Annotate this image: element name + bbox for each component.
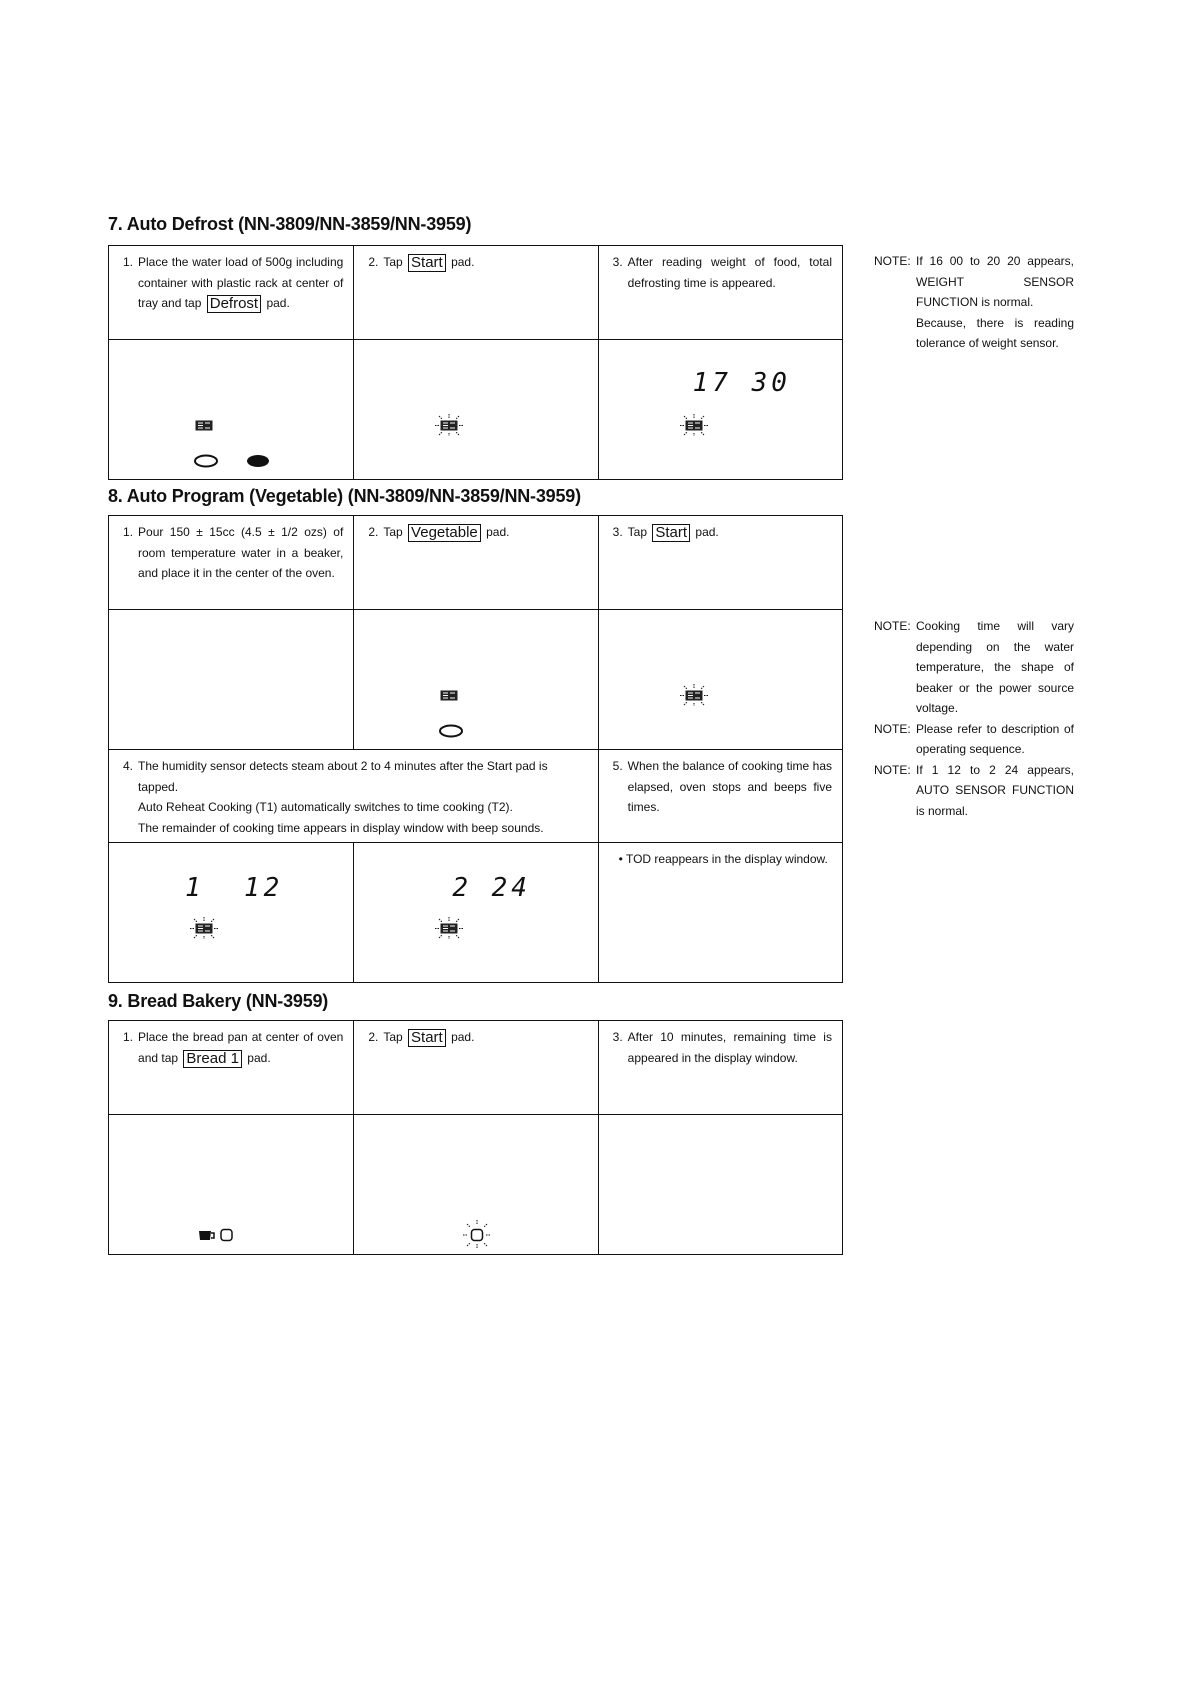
step-text: Place the bread pan at center of oven and tap Bread 1 pad. [138, 1030, 344, 1067]
blinking-weight-indicator-icon [189, 917, 219, 939]
instruction-row [109, 246, 842, 339]
time-readout: 17 30 [692, 368, 791, 398]
display-cell [598, 610, 842, 749]
display-cell [109, 340, 353, 479]
section-heading-auto-program: 8. Auto Program (Vegetable) (NN-3809/NN-3859/NN-3959) [108, 486, 581, 506]
defrost-pad-label: Defrost [207, 295, 261, 313]
display-cell [598, 340, 842, 479]
display-row [109, 1114, 842, 1254]
display-row [109, 339, 842, 479]
display-cell [109, 1115, 353, 1254]
step-text: After reading weight of food, total defrosting time is appeared. [627, 255, 832, 290]
bread-bakery-table [108, 1020, 843, 1255]
weight-indicator-icon [440, 690, 458, 701]
step-cell: 5. When the balance of cooking time has elapsed, oven stops and beeps five times. [598, 750, 842, 842]
note-item: NOTE: If 1 12 to 2 24 appears, AUTO SENSOR FUNCTION is normal. [874, 762, 1074, 818]
step-text: When the balance of cooking time has elapsed, oven stops and beeps five times. [627, 759, 832, 814]
step-cell: 4. The humidity sensor detects steam about 2 to 4 minutes after the Start pad is tapped. Auto Reheat Cooking (T1) automatically switches to time cooking (T2). The remainder of cooking time appears in display window with beep sounds. [109, 750, 598, 842]
tod-note: • TOD reappears in the display window. [618, 852, 828, 866]
blinking-bread-indicator-icon [460, 1219, 494, 1249]
step-cell: 3. Tap Start pad. [598, 516, 842, 609]
step-cell: 2. Tap Vegetable pad. [353, 516, 597, 609]
time-readout: 1 12 [185, 873, 284, 903]
auto-defrost-table [108, 245, 843, 480]
open-circle-icon [438, 724, 464, 738]
instruction-row [109, 1021, 842, 1114]
start-pad-label: Start [408, 1029, 446, 1047]
blinking-weight-indicator-icon [679, 414, 709, 436]
step-text: Tap Start pad. [383, 1029, 475, 1046]
step-text: Tap Start pad. [383, 254, 475, 271]
auto-program-table [108, 515, 843, 983]
display-cell [353, 843, 597, 982]
bread-1-pad-label: Bread 1 [183, 1050, 242, 1068]
step-cell: 2. Tap Start pad. [353, 1021, 597, 1114]
note-weight-sensor: NOTE: If 16 00 to 20 20 appears, WEIGHT SENSOR FUNCTION is normal. Because, there is reading tolerance of weight sensor. [874, 254, 1074, 350]
weight-indicator-icon [195, 420, 213, 431]
display-cell [353, 340, 597, 479]
filled-circle-icon [245, 454, 271, 468]
step-cell: 3. After reading weight of food, total defrosting time is appeared. [598, 246, 842, 339]
step-text: After 10 minutes, remaining time is appeared in the display window. [627, 1030, 832, 1065]
instruction-row [109, 516, 842, 609]
step-text: Pour 150 ± 15cc (4.5 ± 1/2 ozs) of room temperature water in a beaker, and place it in the center of the oven. [138, 525, 344, 580]
section-heading-bread-bakery: 9. Bread Bakery (NN-3959) [108, 991, 329, 1011]
step-text: Tap Start pad. [627, 524, 719, 541]
display-cell [598, 1115, 842, 1254]
step-cell: 3. After 10 minutes, remaining time is appeared in the display window. [598, 1021, 842, 1114]
display-row [109, 842, 842, 982]
step-text: Place the water load of 500g including container with plastic rack at center of tray and tap Defrost pad. [138, 255, 344, 312]
blinking-weight-indicator-icon [434, 414, 464, 436]
step-cell: 2. Tap Start pad. [353, 246, 597, 339]
display-row [109, 609, 842, 749]
display-cell [598, 843, 842, 982]
display-cell [109, 610, 353, 749]
step-text: Tap Vegetable pad. [383, 524, 510, 541]
step-cell: 1. Place the bread pan at center of oven and tap Bread 1 pad. [109, 1021, 353, 1114]
instruction-row [109, 749, 842, 842]
step-cell: 1. Pour 150 ± 15cc (4.5 ± 1/2 ozs) of room temperature water in a beaker, and place it in the center of the oven. [109, 516, 353, 609]
open-circle-icon [193, 454, 219, 468]
blinking-weight-indicator-icon [679, 684, 709, 706]
note-item: NOTE: Cooking time will vary depending on the water temperature, the shape of beaker or the power source voltage. [874, 619, 1074, 715]
display-cell [353, 610, 597, 749]
display-cell [109, 843, 353, 982]
step-text: The humidity sensor detects steam about 2 to 4 minutes after the Start pad is tapped. Auto Reheat Cooking (T1) automatically switches to time cooking (T2). The remainder of cooking time appears in display window with beep sounds. [138, 759, 548, 835]
section-heading-auto-defrost: 7. Auto Defrost (NN-3809/NN-3859/NN-3959) [108, 214, 472, 234]
start-pad-label: Start [408, 254, 446, 272]
start-pad-label: Start [652, 524, 690, 542]
blinking-weight-indicator-icon [434, 917, 464, 939]
bread-pan-indicators-icon [197, 1227, 237, 1243]
notes-auto-program [874, 616, 1074, 821]
step-cell: 1. Place the water load of 500g including container with plastic rack at center of tray and tap Defrost pad. [109, 246, 353, 339]
display-cell [353, 1115, 597, 1254]
time-readout: 2 24 [452, 873, 531, 903]
note-item: NOTE: Please refer to description of operating sequence. [874, 721, 1074, 756]
vegetable-pad-label: Vegetable [408, 524, 481, 542]
